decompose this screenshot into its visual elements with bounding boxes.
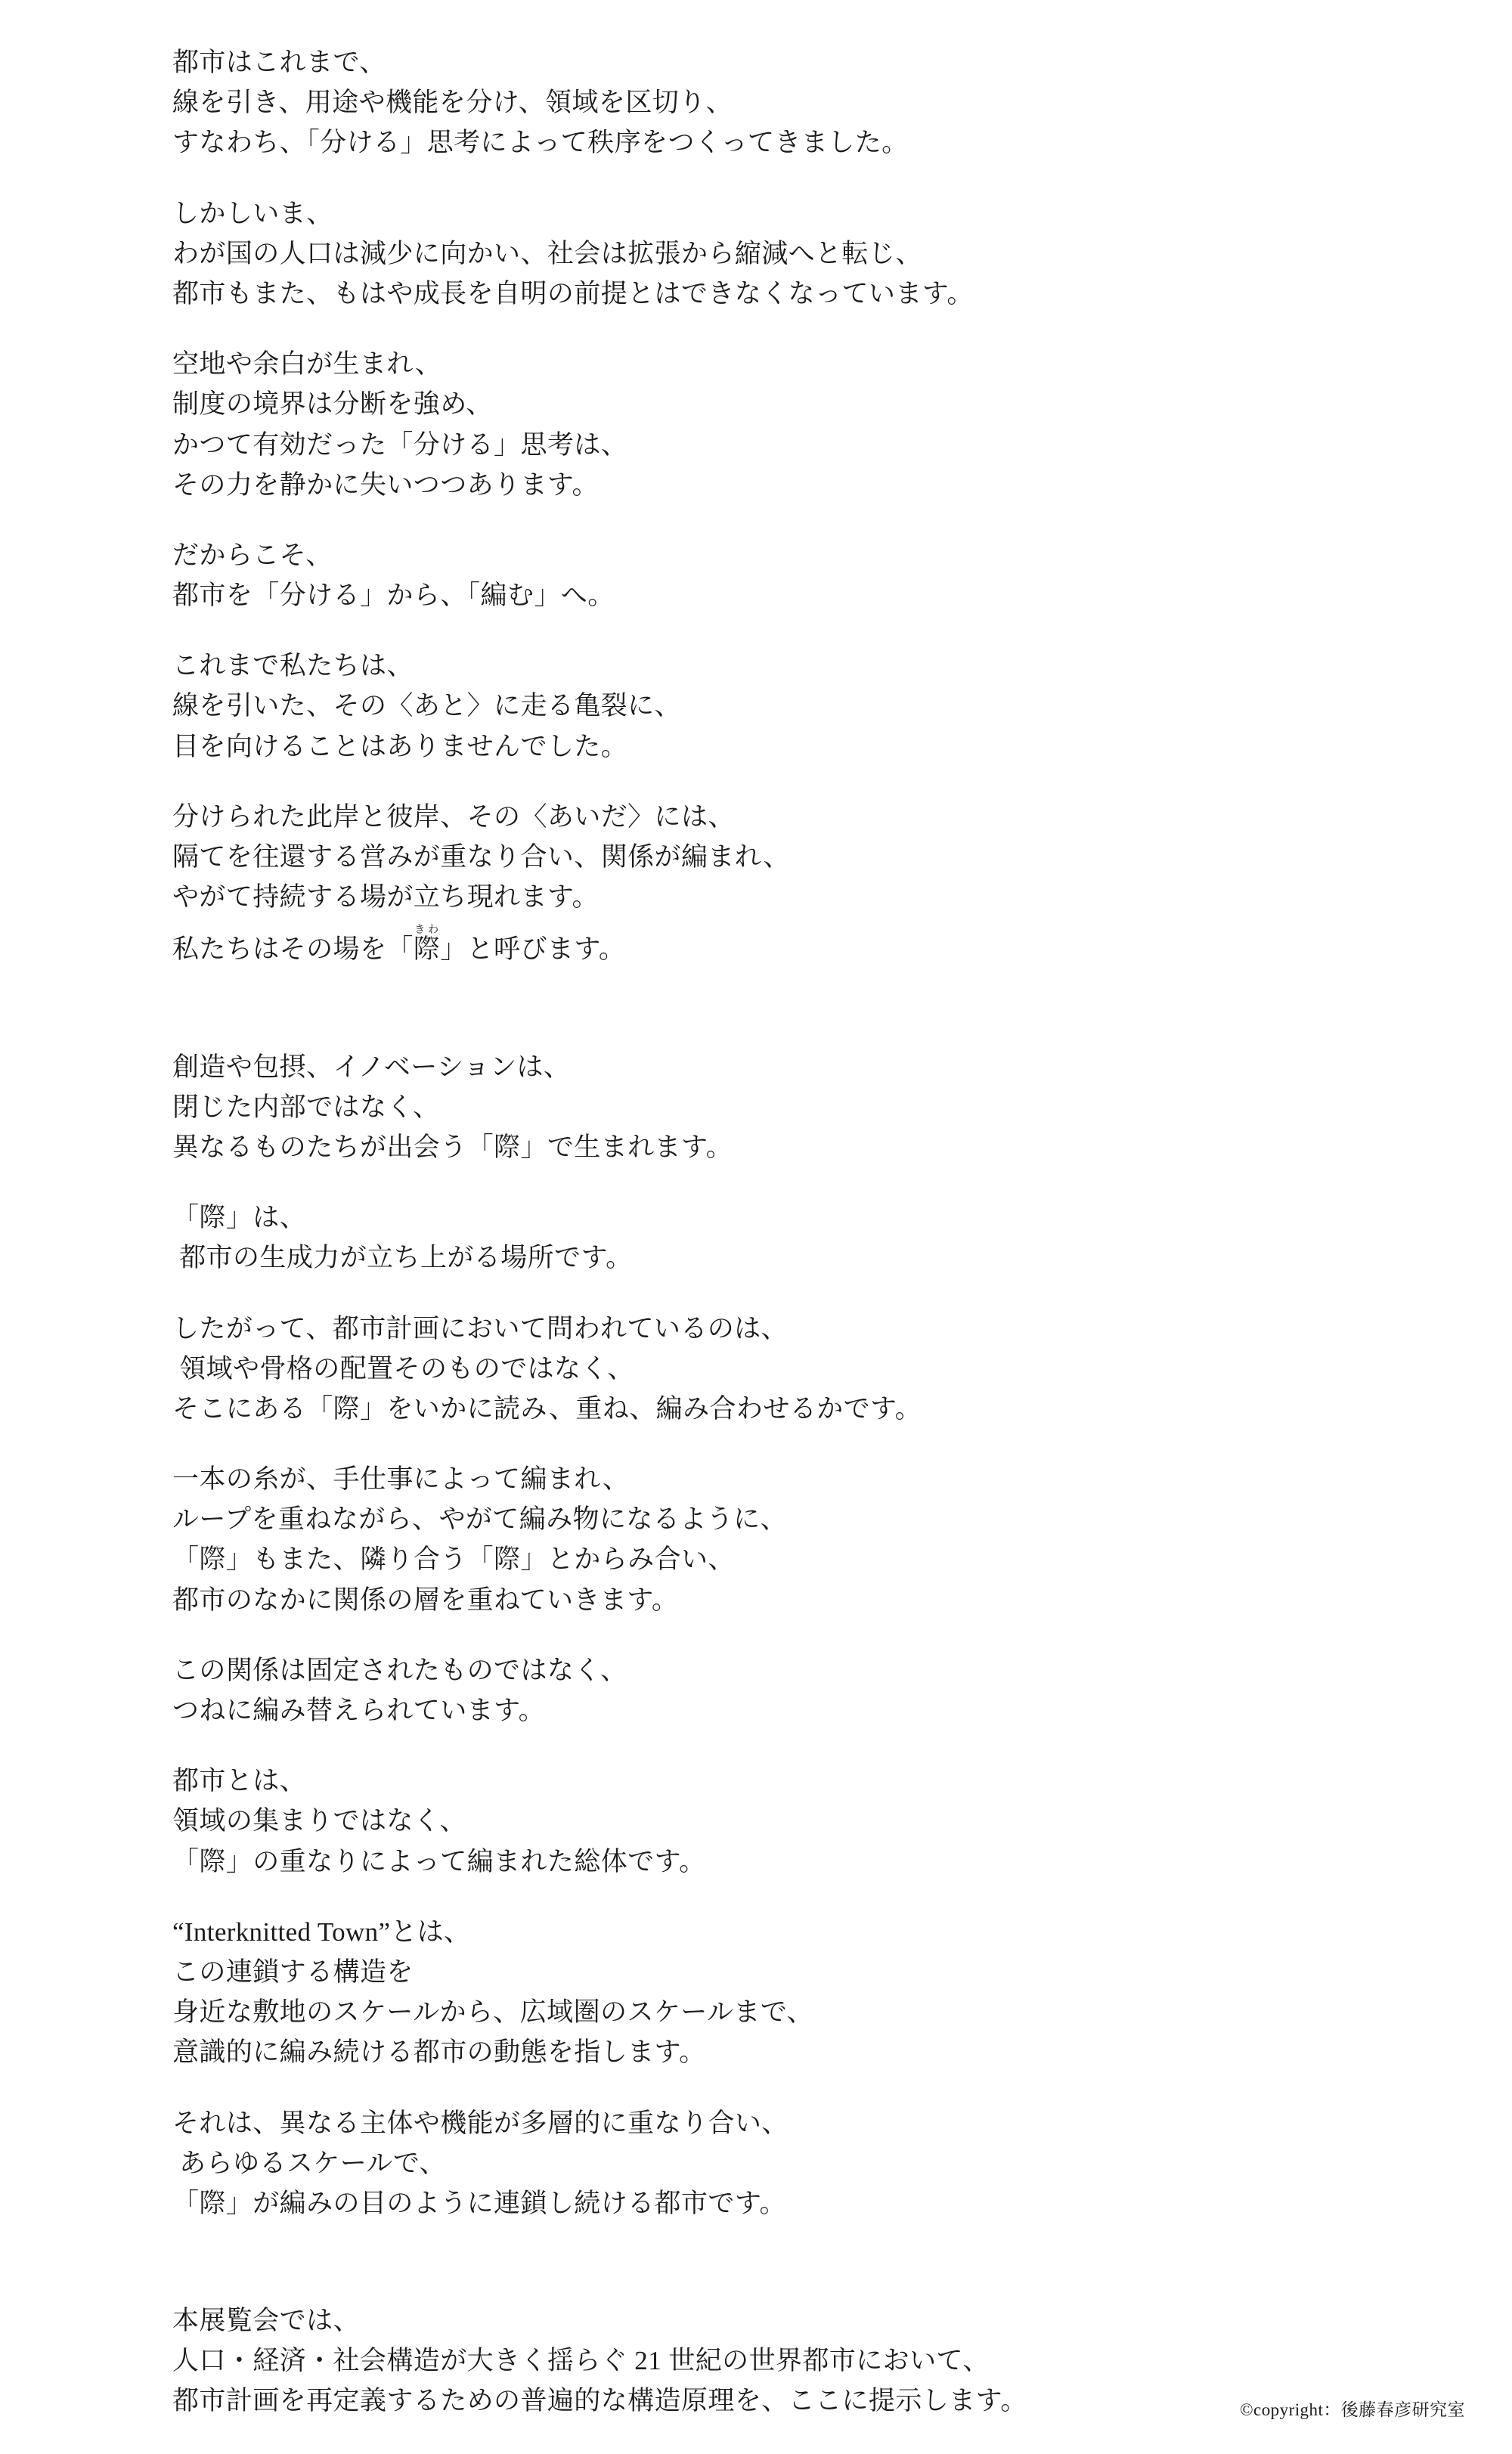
paragraph-line: 創造や包摂、イノベーションは、: [172, 1052, 571, 1082]
paragraph-line: “Interknitted Town”とは、: [172, 1916, 471, 1947]
ruby-reading: きわ: [413, 925, 441, 937]
ruby-suffix: 」と呼びます。: [440, 934, 626, 965]
paragraph-line: 「際」が編みの目のように連鎖し続ける都市です。: [172, 2188, 786, 2218]
paragraph-5: [172, 646, 1376, 767]
paragraph-8: [172, 1047, 1376, 1168]
paragraph-line: 都市のなかに関係の層を重ねていきます。: [172, 1585, 679, 1615]
paragraph-line: この連鎖する構造を: [172, 1957, 414, 1987]
paragraph-line: かつて有効だった「分ける」思考は、: [172, 429, 628, 460]
ruby-kiwa: [413, 925, 441, 965]
paragraph-line: 領域や骨格の配置そのものではなく、: [172, 1353, 634, 1383]
paragraph-line: つねに編み替えられています。: [172, 1696, 546, 1725]
paragraph-line: 都市を「分ける」から、「編む」へ。: [172, 581, 615, 611]
paragraph-13: [172, 1761, 1376, 1882]
paragraph-line: 都市もまた、もはや成長を自明の前提とはできなくなっています。: [172, 278, 974, 308]
ruby-prefix: 私たちはその場を「: [172, 934, 414, 965]
paragraph-9: [172, 1198, 1376, 1278]
paragraph-line: 分けられた此岸と彼岸、その〈あいだ〉には、: [172, 801, 735, 832]
paragraph-line: わが国の人口は減少に向かい、社会は拡張から縮減へと転じ、: [172, 238, 922, 268]
paragraph-line: それは、異なる主体や機能が多層的に重なり合い、: [172, 2108, 789, 2138]
paragraph-line: 都市はこれまで、: [172, 48, 386, 77]
section-gap: [172, 1000, 1376, 1047]
paragraph-1: [172, 42, 1376, 163]
paragraph-line: ループを重ねながら、やがて編み物になるように、: [172, 1504, 787, 1535]
paragraph-line: 「際」もまた、隣り合う「際」とからみ合い、: [172, 1545, 735, 1575]
paragraph-line: これまで私たちは、: [172, 651, 414, 681]
paragraph-line: そこにある「際」をいかに読み、重ね、編み合わせるかです。: [172, 1393, 922, 1424]
paragraph-line: やがて持続する場が立ち現れます。: [172, 882, 599, 913]
ruby-line: [172, 925, 626, 965]
paragraph-line: 「際」は、: [172, 1203, 307, 1233]
paragraph-line: あらゆるスケールで、: [172, 2148, 446, 2178]
paragraph-line: 制度の境界は分断を強め、: [172, 389, 493, 420]
paragraph-line: 閉じた内部ではなく、: [172, 1092, 440, 1122]
paragraph-3: [172, 344, 1376, 505]
paragraph-line: 都市の生成力が立ち上がる場所です。: [172, 1243, 633, 1273]
paragraph-line: その力を静かに失いつつあります。: [172, 469, 599, 500]
paragraph-line: この関係は固定されたものではなく、: [172, 1655, 627, 1685]
paragraph-line: 隔てを往還する営みが重なり合い、関係が編まれ、: [172, 842, 790, 872]
paragraph-7-kiwa: [172, 925, 1376, 969]
paragraph-line: 線を引き、用途や機能を分け、領域を区切り、: [172, 88, 733, 118]
paragraph-16: [172, 2301, 1376, 2421]
paragraph-line: 身近な敷地のスケールから、広域圏のスケールまで、: [172, 1997, 813, 2028]
paragraph-14: [172, 1912, 1376, 2073]
paragraph-line: 空地や余白が生まれ、: [172, 349, 442, 380]
paragraph-2: [172, 194, 1376, 314]
document-body: [172, 42, 1376, 2421]
paragraph-line: 都市とは、: [172, 1766, 307, 1796]
paragraph-11: [172, 1459, 1376, 1620]
section-gap: [172, 2254, 1376, 2301]
paragraph-line: 異なるものたちが出会う「際」で生まれます。: [172, 1132, 733, 1162]
paragraph-15: [172, 2103, 1376, 2224]
paragraph-line: 意識的に編み続ける都市の動態を指します。: [172, 2037, 706, 2068]
paragraph-line: したがって、都市計画において問われているのは、: [172, 1313, 788, 1343]
paragraph-4: [172, 535, 1376, 615]
paragraph-line: 一本の糸が、手仕事によって編まれ、: [172, 1464, 630, 1495]
paragraph-12: [172, 1650, 1376, 1731]
paragraph-line: 領域の集まりではなく、: [172, 1806, 466, 1836]
paragraph-10: [172, 1309, 1376, 1430]
paragraph-line: だからこそ、: [172, 540, 333, 570]
paragraph-6: [172, 797, 1376, 918]
paragraph-line: すなわち、「分ける」思考によって秩序をつくってきました。: [172, 128, 909, 158]
paragraph-line: 「際」の重なりによって編まれた総体です。: [172, 1846, 706, 1876]
ruby-base: 際: [413, 934, 441, 965]
paragraph-line: 都市計画を再定義するための普遍的な構造原理を、ここに提示します。: [172, 2386, 1027, 2416]
paragraph-line: 本展覧会では、: [172, 2306, 360, 2336]
paragraph-line: 人口・経済・社会構造が大きく揺らぐ 21 世紀の世界都市において、: [172, 2346, 990, 2376]
paragraph-line: 目を向けることはありませんでした。: [172, 731, 628, 761]
copyright-notice: ©copyright：後藤春彦研究室: [1240, 2400, 1465, 2419]
paragraph-line: 線を引いた、その〈あと〉に走る亀裂に、: [172, 691, 681, 721]
paragraph-line: しかしいま、: [172, 198, 333, 228]
